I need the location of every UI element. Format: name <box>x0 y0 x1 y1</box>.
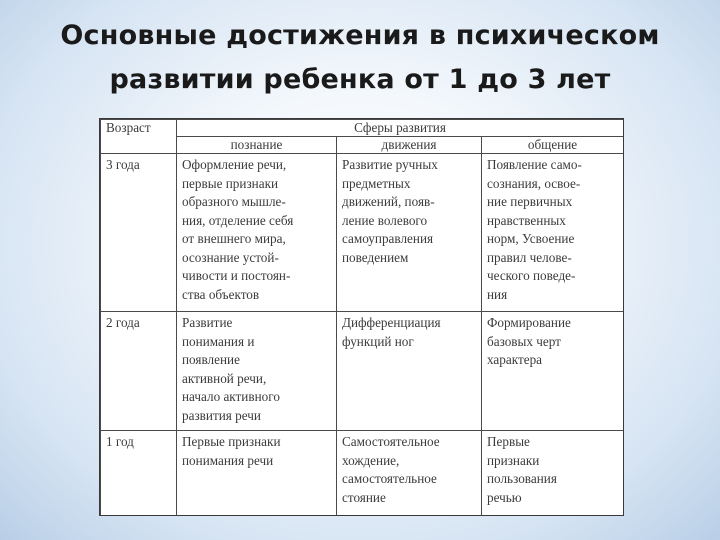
cell-line: движений, появ- <box>342 194 435 209</box>
cell-line: нравственных <box>487 212 566 228</box>
movement-cell <box>337 431 482 517</box>
age-cell: 3 года <box>101 154 177 312</box>
slide-title <box>0 14 720 102</box>
cell-line: понимания речи <box>182 452 274 468</box>
cell-line: Развитие ручных <box>342 157 438 172</box>
title-line-1: Основные достижения в психическом <box>60 20 660 51</box>
table-row <box>101 312 624 431</box>
cell-line: хождение, <box>342 452 400 468</box>
cell-line: активной речи, <box>182 370 267 386</box>
cell-line: Появление само- <box>487 157 582 172</box>
cell-line: характера <box>487 352 543 367</box>
cell-line: Самостоятельное <box>342 434 440 449</box>
cell-line: осознание устой- <box>182 249 279 265</box>
cell-line: от внешнего мира, <box>182 231 286 246</box>
cell-line: ление волевого <box>342 212 428 228</box>
column-header-cognition: познание <box>177 137 337 154</box>
table-row <box>101 431 624 517</box>
development-table <box>99 118 624 516</box>
column-header-communication: общение <box>482 137 624 154</box>
cell-line: ния <box>487 286 508 302</box>
cell-line: признаки <box>487 452 540 468</box>
cognition-cell <box>177 154 337 312</box>
title-line-2: развитии ребенка от 1 до 3 лет <box>109 64 611 95</box>
cell-line: самоуправления <box>342 231 434 246</box>
cell-line: Первые признаки <box>182 434 281 449</box>
cell-line: базовых черт <box>487 333 561 349</box>
cell-line: первые признаки <box>182 175 279 191</box>
column-header-movement: движения <box>337 137 482 154</box>
communication-cell <box>482 154 624 312</box>
cell-line: появление <box>182 352 240 367</box>
cell-line: Первые <box>487 434 530 449</box>
cell-line: поведением <box>342 249 409 265</box>
cell-line: норм, Усвоение <box>487 231 575 246</box>
cell-line: предметных <box>342 175 411 191</box>
age-header: Возраст <box>101 120 177 154</box>
cell-line: чивости и постоян- <box>182 268 291 283</box>
cell-line: функций ног <box>342 333 414 349</box>
cell-line: понимания и <box>182 333 255 349</box>
age-cell: 2 года <box>101 312 177 431</box>
cell-line: ческого поведе- <box>487 268 576 283</box>
table-row <box>101 154 624 312</box>
communication-cell <box>482 431 624 517</box>
cell-line: самостоятельное <box>342 471 437 486</box>
cell-line: ние первичных <box>487 194 573 209</box>
cell-line: Дифференциация <box>342 315 441 330</box>
cell-line: пользования <box>487 471 557 486</box>
cell-line: правил челове- <box>487 249 572 265</box>
cell-line: речью <box>487 489 522 505</box>
cell-line: Оформление речи, <box>182 157 287 172</box>
cell-line: сознания, освое- <box>487 175 581 191</box>
movement-cell <box>337 154 482 312</box>
cognition-cell <box>177 431 337 517</box>
cell-line: ния, отделение себя <box>182 212 294 228</box>
cognition-cell <box>177 312 337 431</box>
cell-line: начало активного <box>182 389 280 404</box>
spheres-header: Сферы развития <box>177 120 624 137</box>
cell-line: развития речи <box>182 407 261 423</box>
cell-line: Формирование <box>487 315 571 330</box>
cell-line: образного мышле- <box>182 194 286 209</box>
communication-cell <box>482 312 624 431</box>
cell-line: стояние <box>342 489 386 505</box>
cell-line: Развитие <box>182 315 233 330</box>
movement-cell <box>337 312 482 431</box>
age-cell: 1 год <box>101 431 177 517</box>
cell-line: ства объектов <box>182 286 260 302</box>
